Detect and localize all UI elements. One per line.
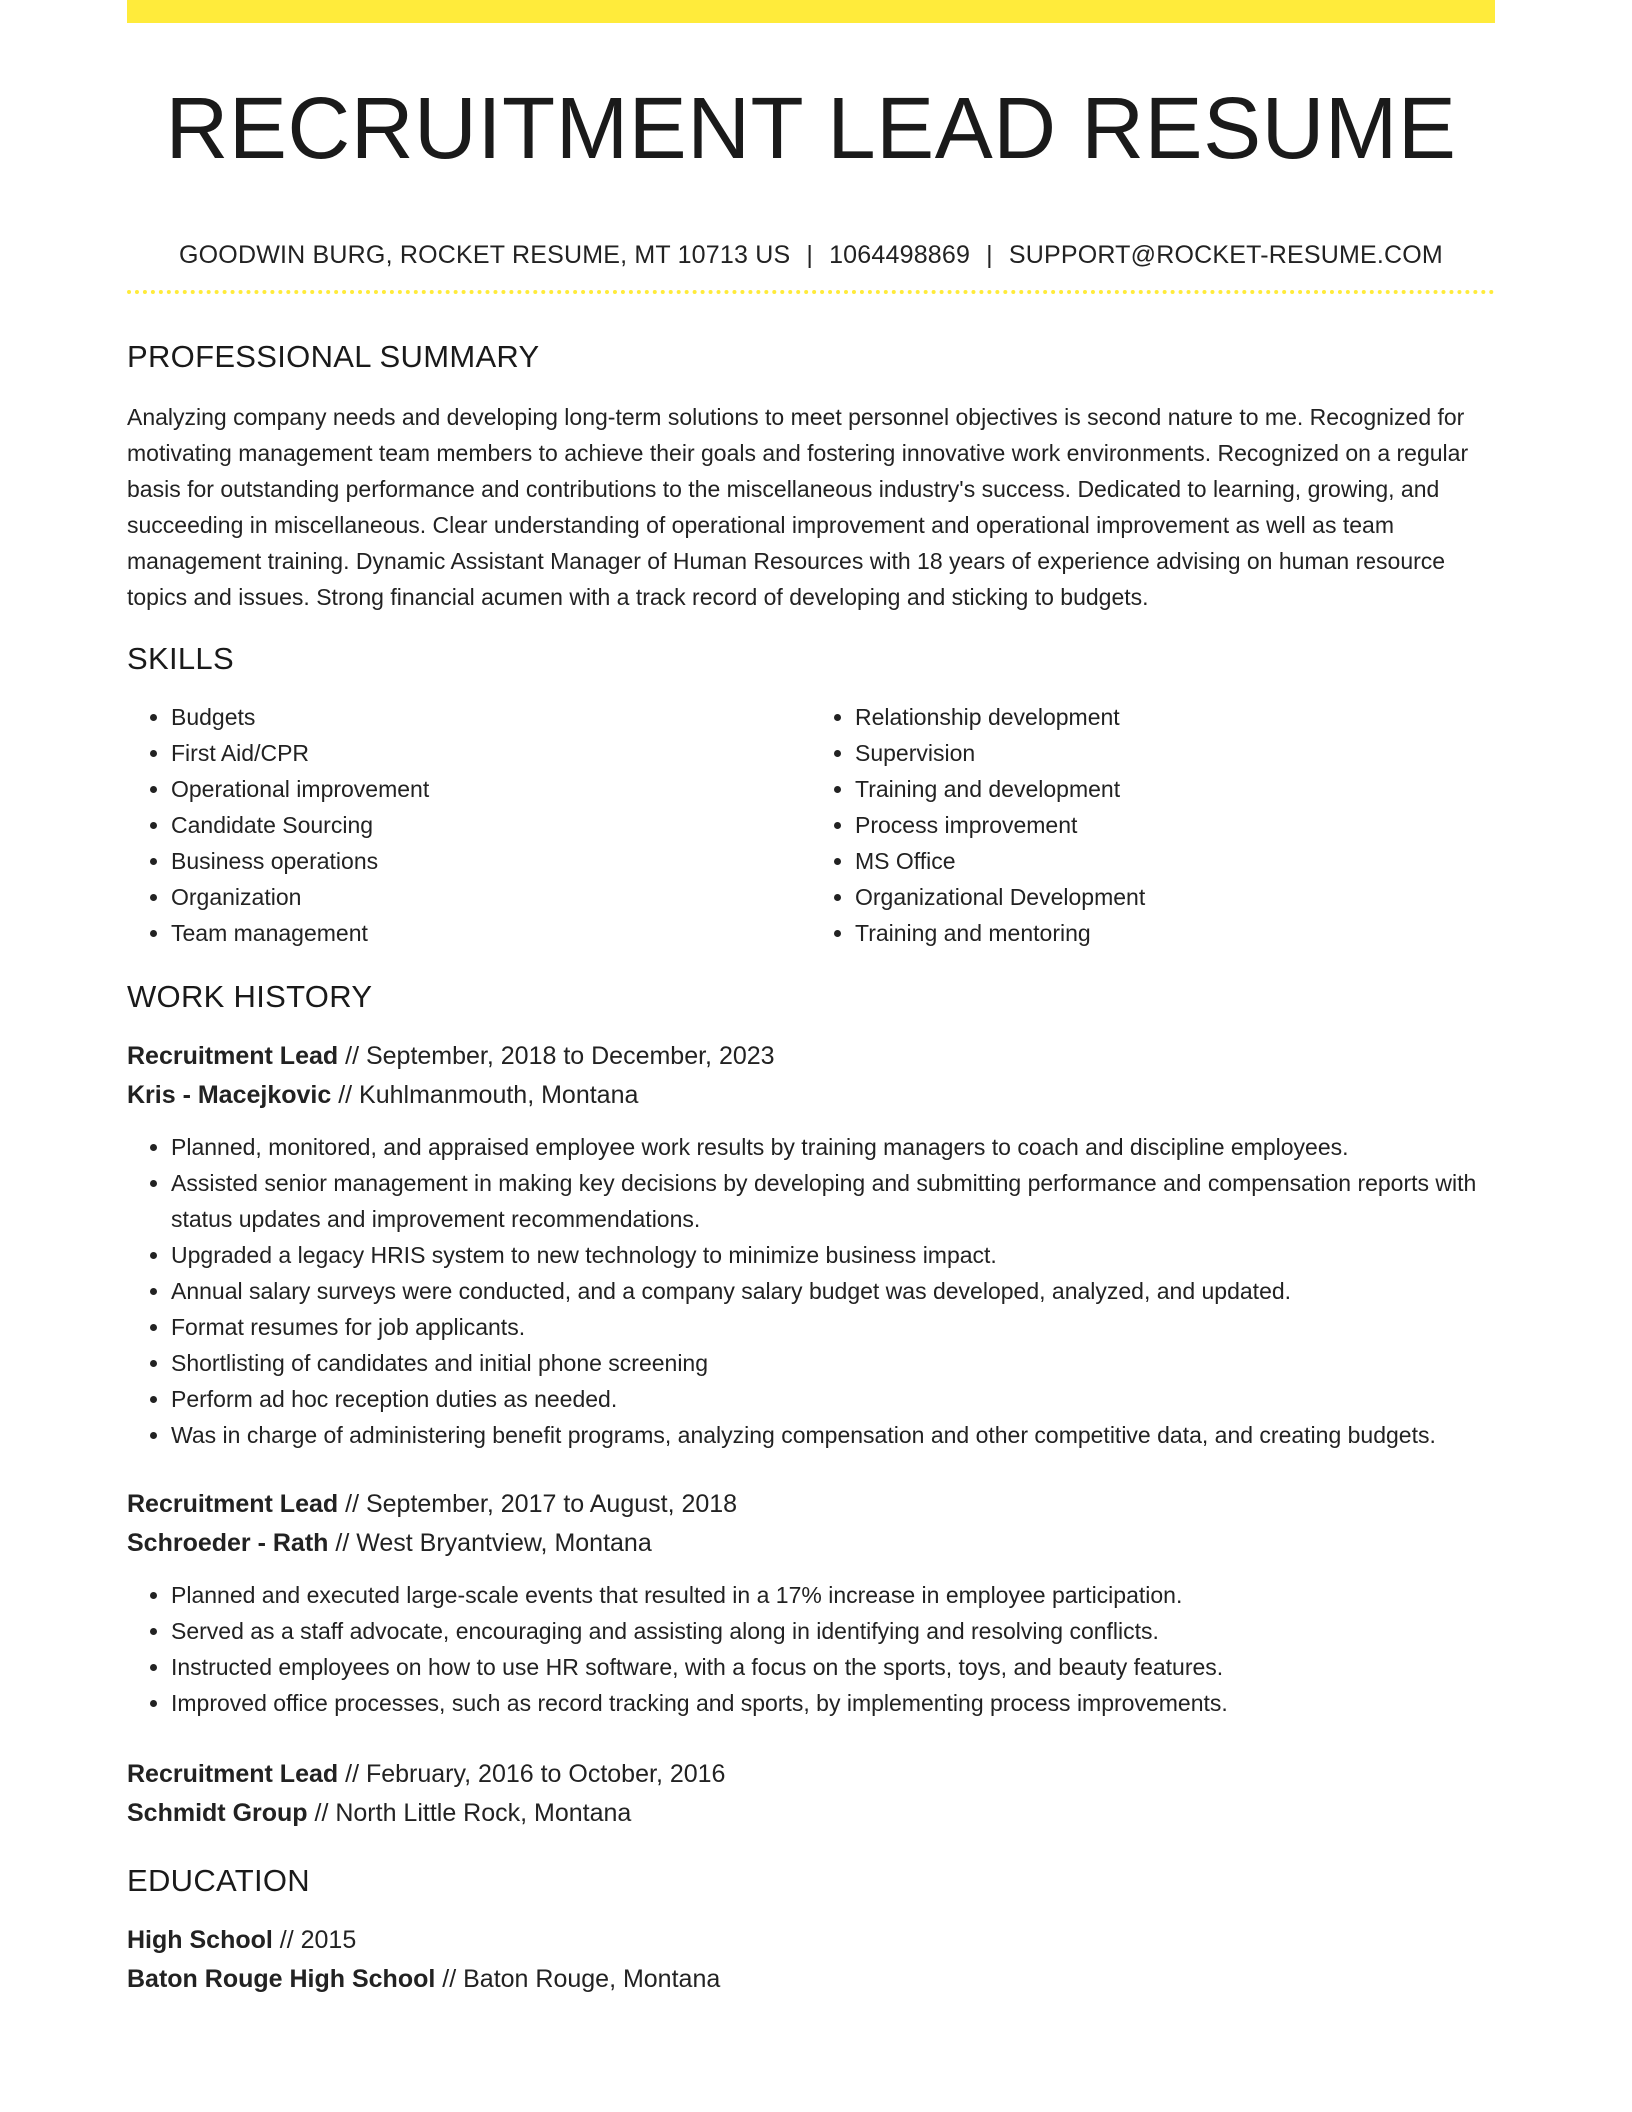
skill-item: • Candidate Sourcing [171, 807, 811, 843]
job-company-line [127, 1076, 1495, 1115]
summary-heading: PROFESSIONAL SUMMARY [127, 339, 540, 374]
skill-item: • Budgets [171, 699, 811, 735]
skills-left-list [127, 699, 811, 951]
job-role: Recruitment Lead [127, 1042, 339, 1070]
education-degree-line [127, 1921, 1495, 1960]
job-location: // North Little Rock, Montana [314, 1799, 632, 1827]
job-bullet: • Upgraded a legacy HRIS system to new technology to minimize business impact. [171, 1237, 1495, 1273]
job-bullet: • Improved office processes, such as record tracking and sports, by implementing process improvements. [171, 1685, 1495, 1721]
dotted-divider [127, 290, 1495, 294]
education-school: Baton Rouge High School [127, 1965, 436, 1993]
job-bullet: • Format resumes for job applicants. [171, 1309, 1495, 1345]
skill-item: • Supervision [855, 735, 1495, 771]
contact-line [127, 238, 1495, 272]
job-dates: // September, 2018 to December, 2023 [345, 1042, 775, 1070]
skill-item: • Training and development [855, 771, 1495, 807]
skill-item: • Operational improvement [171, 771, 811, 807]
education-degree: High School [127, 1926, 273, 1954]
contact-phone: 1064498869 [829, 241, 971, 269]
job-bullet: • Planned, monitored, and appraised employee work results by training managers to coach and discipline employees. [171, 1129, 1495, 1165]
job-company: Schroeder - Rath [127, 1529, 329, 1557]
job-bullets [127, 1577, 1495, 1721]
skill-item: • Organizational Development [855, 879, 1495, 915]
accent-top-bar [127, 0, 1495, 23]
education-heading: EDUCATION [127, 1863, 310, 1898]
skills-heading: SKILLS [127, 641, 234, 676]
job-title-line [127, 1755, 1495, 1794]
job-bullets [127, 1129, 1495, 1453]
job-entry [127, 1755, 1495, 1833]
skills-columns [127, 699, 1495, 951]
skill-item: • First Aid/CPR [171, 735, 811, 771]
contact-separator: | [806, 241, 814, 269]
job-company: Schmidt Group [127, 1799, 308, 1827]
job-dates: // September, 2017 to August, 2018 [345, 1490, 738, 1518]
education-school-line [127, 1960, 1495, 1999]
job-company-line [127, 1524, 1495, 1563]
skill-item: • Training and mentoring [855, 915, 1495, 951]
job-location: // West Bryantview, Montana [335, 1529, 652, 1557]
job-role: Recruitment Lead [127, 1490, 339, 1518]
skills-section [127, 639, 1495, 951]
work-history-heading: WORK HISTORY [127, 979, 373, 1014]
education-section [127, 1861, 1495, 1999]
skill-item: • Business operations [171, 843, 811, 879]
education-entry [127, 1921, 1495, 1999]
job-bullet: • Served as a staff advocate, encouraging and assisting along in identifying and resolving conflicts. [171, 1613, 1495, 1649]
job-bullet: • Instructed employees on how to use HR software, with a focus on the sports, toys, and beauty features. [171, 1649, 1495, 1685]
skill-item: • MS Office [855, 843, 1495, 879]
job-company-line [127, 1794, 1495, 1833]
job-dates: // February, 2016 to October, 2016 [345, 1760, 726, 1788]
skill-item: • Relationship development [855, 699, 1495, 735]
skill-item: • Team management [171, 915, 811, 951]
contact-email: SUPPORT@ROCKET-RESUME.COM [1008, 241, 1443, 269]
job-bullet: • Assisted senior management in making key decisions by developing and submitting performance and compensation reports with status updates and improvement recommendations. [171, 1165, 1495, 1237]
job-entry [127, 1485, 1495, 1721]
job-title-line [127, 1485, 1495, 1524]
job-location: // Kuhlmanmouth, Montana [338, 1081, 639, 1109]
job-bullet: • Planned and executed large-scale events that resulted in a 17% increase in employee participation. [171, 1577, 1495, 1613]
contact-separator: | [986, 241, 993, 269]
job-role: Recruitment Lead [127, 1760, 339, 1788]
job-title-line [127, 1037, 1495, 1076]
summary-section [127, 337, 1495, 615]
skills-right-list [811, 699, 1495, 951]
resume-title: RECRUITMENT LEAD RESUME [165, 80, 1457, 177]
job-bullet: • Was in charge of administering benefit programs, analyzing compensation and other competitive data, and creating budgets. [171, 1417, 1495, 1453]
skill-item: • Process improvement [855, 807, 1495, 843]
work-history-section [127, 977, 1495, 1833]
education-year: // 2015 [279, 1926, 357, 1954]
job-bullet: • Shortlisting of candidates and initial phone screening [171, 1345, 1495, 1381]
contact-address: GOODWIN BURG, ROCKET RESUME, MT 10713 US [179, 241, 791, 269]
job-entry [127, 1037, 1495, 1453]
resume-page [127, 0, 1495, 1999]
job-bullet: • Perform ad hoc reception duties as needed. [171, 1381, 1495, 1417]
education-location: // Baton Rouge, Montana [442, 1965, 721, 1993]
skill-item: • Organization [171, 879, 811, 915]
job-bullet: • Annual salary surveys were conducted, and a company salary budget was developed, analyzed, and updated. [171, 1273, 1495, 1309]
job-company: Kris - Macejkovic [127, 1081, 332, 1109]
summary-text: Analyzing company needs and developing long-term solutions to meet personnel objectives is second nature to me. Recognized for motivating management team members to achieve their goals and fostering innovative work environments. Recognized on a regular basis for outstanding performance and contributions to the miscellaneous industry's success. Dedicated to learning, growing, and succeeding in miscellaneous. Clear understanding of operational improvement and operational improvement as well as team management training. Dynamic Assistant Manager of Human Resources with 18 years of experience advising on human resource topics and issues. Strong financial acumen with a track record of developing and sticking to budgets. [127, 404, 1469, 610]
